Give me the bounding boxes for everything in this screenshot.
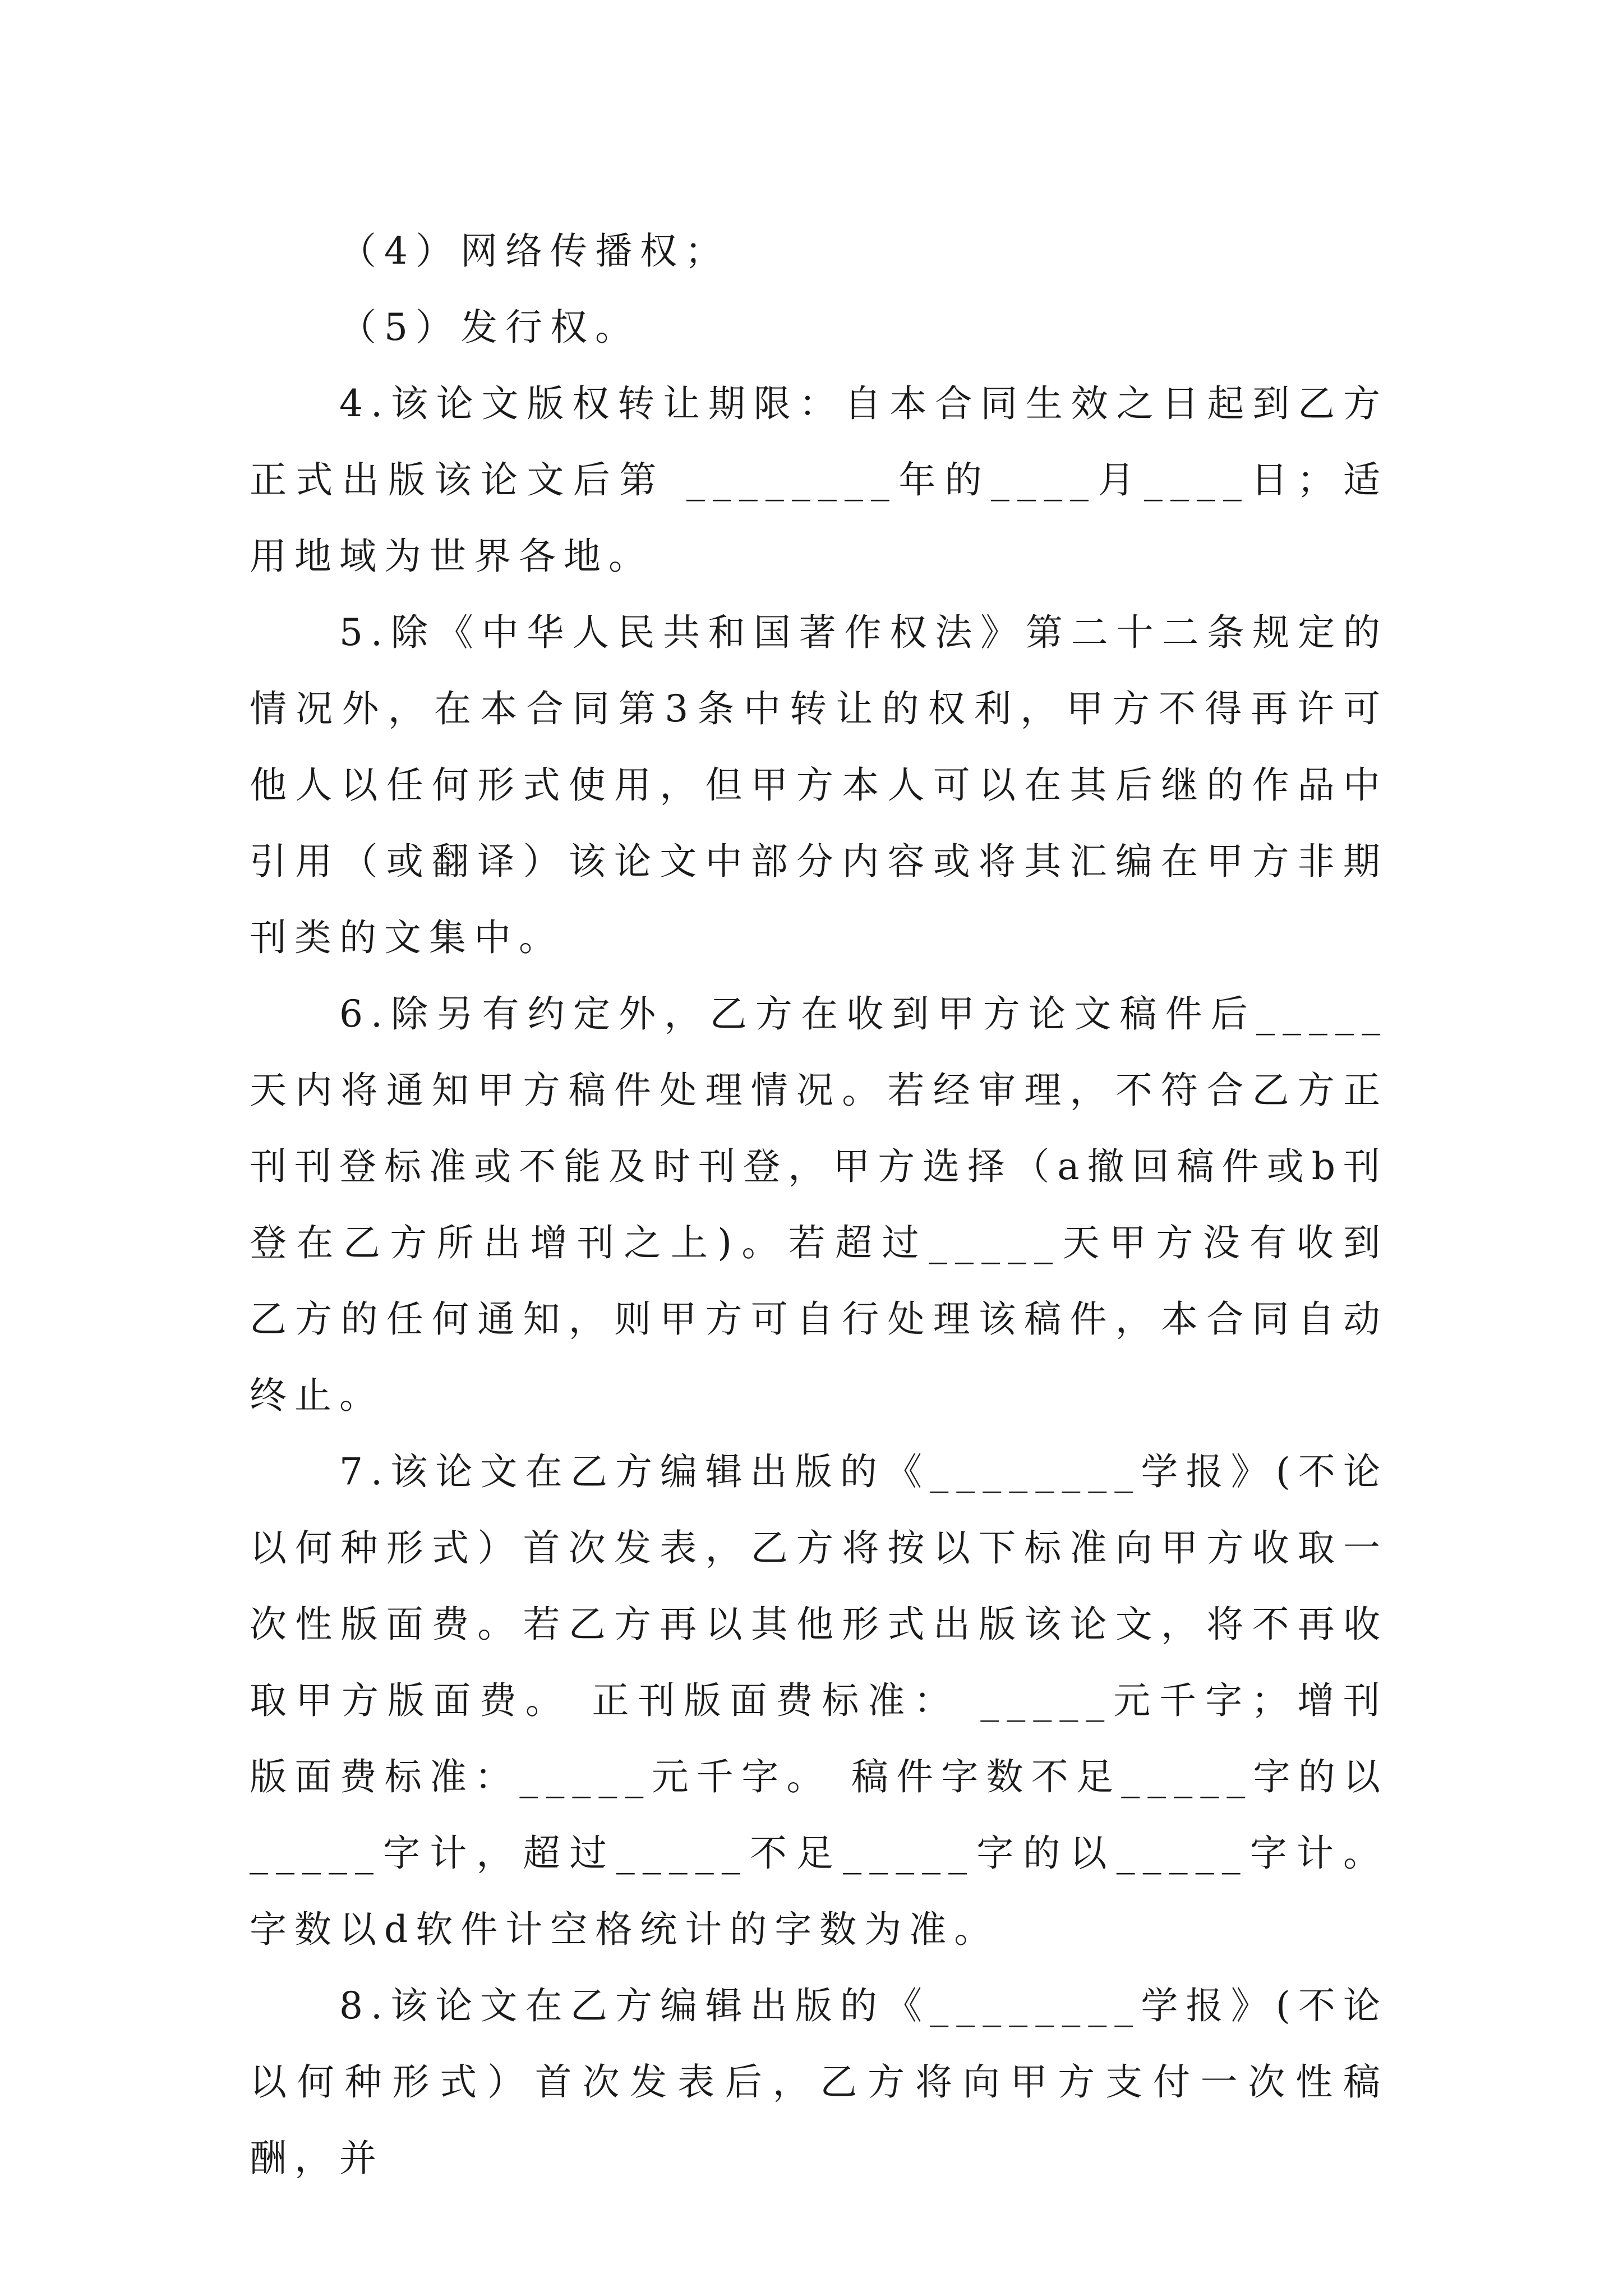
paragraph-clause-7: 7.该论文在乙方编辑出版的《________学报》(不论以何种形式）首次发表，乙方将按以下标准向甲方收取一次性版面费。若乙方再以其他形式出版该论文，将不再收取甲方版面费。 正刊版面费标准： _____元千字；增刊版面费标准：_____元千字。 稿件字数不足_____字的以_____字计，超过_____不足_____字的以_____字计。字数以d软件计空格统计的字数为准。 xyxy=(250,1450,1388,1951)
paragraph-clause-6: 6.除另有约定外，乙方在收到甲方论文稿件后_____天内将通知甲方稿件处理情况。若经审理，不符合乙方正刊刊登标准或不能及时刊登，甲方选择（a撤回稿件或b刊登在乙方所出增刊之上)。若超过_____天甲方没有收到乙方的任何通知，则甲方可自行处理该稿件，本合同自动终止。 xyxy=(250,992,1388,1417)
list-item: （4）网络传播权； xyxy=(339,229,730,273)
paragraph-clause-8: 8.该论文在乙方编辑出版的《________学报》(不论以何种形式）首次发表后，乙方将向甲方支付一次性稿酬，并 xyxy=(250,1984,1388,2180)
document-body xyxy=(250,213,1388,2197)
list-item: （5）发行权。 xyxy=(339,306,640,349)
paragraph-clause-5: 5.除《中华人民共和国著作权法》第二十二条规定的情况外，在本合同第3条中转让的权利，甲方不得再许可他人以任何形式使用，但甲方本人可以在其后继的作品中引用（或翻译）该论文中部分内容或将其汇编在甲方非期刊类的文集中。 xyxy=(250,611,1388,959)
paragraph-clause-4: 4.该论文版权转让期限：自本合同生效之日起到乙方正式出版该论文后第 ________年的____月____日；适用地域为世界各地。 xyxy=(250,382,1388,578)
